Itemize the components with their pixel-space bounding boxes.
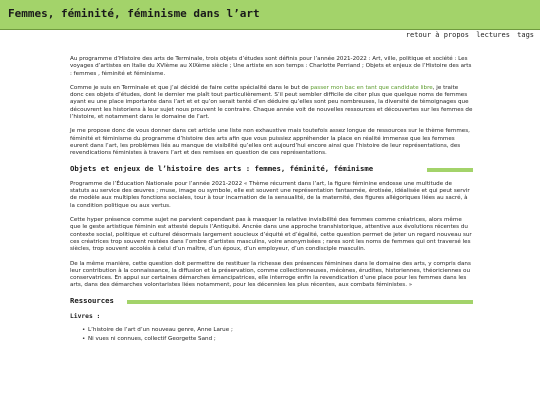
section-heading-objets — [70, 165, 473, 172]
site-header — [0, 0, 540, 30]
section1-paragraph-2: Cette hyper présence comme sujet ne parvient cependant pas à masquer la relative invisibilité des femmes comme créatrices, alors même que le geste artistique féminin est attesté depuis l’Antiquité. Ancrée dans une approche transhistorique, attentive aux évolutions récentes du contexte social, politique et culturel désormais largement soucieux d’équité et d’égalité, cette question permet de jeter un regard nouveau sur ces créatrices trop souvent restées dans l’ombre d’artistes masculins, voire anonymisées ; rares sont les noms de femmes qui ont traversé les siècles, trop souvent accolés à celui d’un maître, d’un époux, d’un employeur, d’un condisciple masculin. — [70, 217, 472, 253]
nav-link-tags[interactable]: tags — [517, 31, 534, 39]
intro-text-after-link: , je traite donc ces objets d’études, dont le dernier me plaît tout particulièrement. S’il peut sembler difficile de citer plus que quelque noms de femmes ayant eu une place importante dans l’art et et qu’on serait tenté d’en déduire qu’elles sont peu nombreuses, la diversité de témoignages que découvrent les historiens à leur sujet nous prouvent le contraire. Chaque année voit de nouvelles ressources et découvertes sur les femmes de l’histoire, et notamment dans le domaine de l’art. — [70, 84, 473, 121]
candidate-libre-link[interactable]: passer mon bac en tant que candidate libre — [310, 84, 433, 91]
heading-accent-bar — [427, 168, 473, 172]
section-title-objets: Objets et enjeux de l’histoire des arts : femmes, féminité, féminisme — [70, 163, 374, 173]
section1-paragraph-3: De la même manière, cette question doit permettre de restituer la richesse des présences féminines dans le domaine des arts, y compris dans leur contribution à la connaissance, la diffusion et la préservation, comme collectionneuses, mécènes, érudites, historiennes, théoriciennes ou conservatrices. En appui sur certaines démarches émancipatrices, elle interroge enfin la revendication d’une place pour les femmes dans les arts, dans des démarches volontaristes liées notamment, pour les décennies les plus récentes, aux combats féministes. » — [70, 260, 471, 289]
heading-accent-bar — [127, 300, 473, 304]
list-item: • Ni vues ni connues, collectif Georgette Sand ; — [82, 336, 473, 343]
section1-paragraph-1: Programme de l’Éducation Nationale pour l’année 2021-2022 « Thème récurrent dans l’art, la figure féminine endosse une multitude de statuts au service des œuvres ; muse, image ou symbole, elle est souvent une représentation fantasmée, érotisée, idéalisée et qui peut servir de modèle aux multiples fonctions sociales, tour à tour incarnation de la sensualité, de la maternité, des figures allégoriques liées au sacré, à la condition politique ou aux vertus. — [70, 180, 470, 209]
intro-paragraph-1: Au programme d’Histoire des arts de Terminale, trois objets d’études sont définis pour l’année 2021-2022 : Art, ville, politique et société : Les voyages d’artistes en Italie du XVIème au XIXème siècle ; Une artiste en son temps : Charlotte Perriand ; Objets et enjeux de l’Histoire des arts : femmes , féminité et féminisme. — [70, 56, 472, 77]
section-heading-ressources — [70, 297, 473, 304]
intro-paragraph-3: Je me propose donc de vous donner dans cet article une liste non exhaustive mais toutefois assez longue de ressources sur le thème femmes, féminité et féminisme du programme d’histoire des arts afin que vous puissiez appréhender la place en réalité immense que les femmes eurent dans l’art, les problèmes liés au manque de visibilité qu’elles ont aujourd’hui encore ainsi que l’histoire de leur représentations, des revendications féministes à travers l’art et des remises en question de ces représentations. — [70, 128, 470, 157]
list-item: • L’histoire de l’art d’un nouveau genre, Anne Larue ; — [82, 327, 473, 334]
livres-label: Livres : — [70, 313, 101, 321]
nav-link-lectures[interactable]: lectures — [476, 31, 510, 39]
top-nav — [403, 31, 534, 39]
books-list — [70, 327, 473, 343]
intro-text-before-link: Comme je suis en Terminale et que j’ai décidé de faire cette spécialité dans le but de — [70, 84, 311, 91]
section-title-ressources: Ressources — [70, 295, 114, 305]
article-content — [70, 56, 473, 344]
intro-paragraph-2 — [70, 85, 473, 121]
nav-link-retour-a-propos[interactable]: retour à propos — [405, 31, 469, 39]
site-title[interactable]: Femmes, féminité, féminisme dans l’art — [8, 7, 260, 20]
